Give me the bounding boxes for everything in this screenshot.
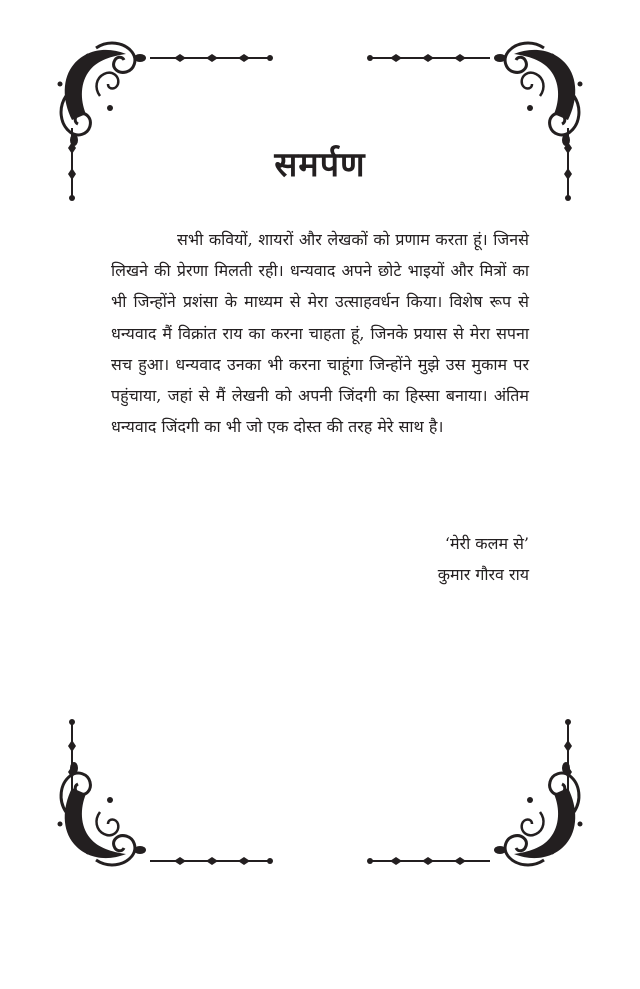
corner-flourish-bottom-right <box>494 762 583 865</box>
signature-line-1: ‘मेरी कलम से’ <box>444 534 529 553</box>
left-lower-rule <box>68 719 76 792</box>
corner-flourish-top-right <box>494 43 583 146</box>
corner-flourish-top-left <box>58 43 147 146</box>
corner-flourish-bottom-left <box>58 762 147 865</box>
signature-author: कुमार गौरव राय <box>437 565 529 584</box>
bottom-left-rule <box>150 857 273 865</box>
right-lower-rule <box>564 719 572 792</box>
top-left-rule <box>150 54 273 62</box>
top-right-rule <box>367 54 490 62</box>
page-title: समर्पण <box>274 145 366 185</box>
signature-block <box>438 528 529 590</box>
dedication-paragraph: सभी कवियों, शायरों और लेखकों को प्रणाम करता हूं। जिनसे लिखने की प्रेरणा मिलती रही। धन्यवाद अपने छोटे भाइयों और मित्रों का भी जिन्होंने प्रशंसा के माध्यम से मेरा उत्साहवर्धन किया। विशेष रूप से धन्यवाद मैं विक्रांत राय का करना चाहता हूं, जिनके प्रयास से मेरा सपना सच हुआ। धन्यवाद उनका भी करना चाहूंगा जिन्होंने मुझे उस मुकाम पर पहुंचाया, जहां से मैं लेखनी को अपनी जिंदगी का हिस्सा बनाया। अंतिम धन्यवाद जिंदगी का भी जो एक दोस्त की तरह मेरे साथ है। <box>111 230 529 437</box>
bottom-right-rule <box>367 857 490 865</box>
